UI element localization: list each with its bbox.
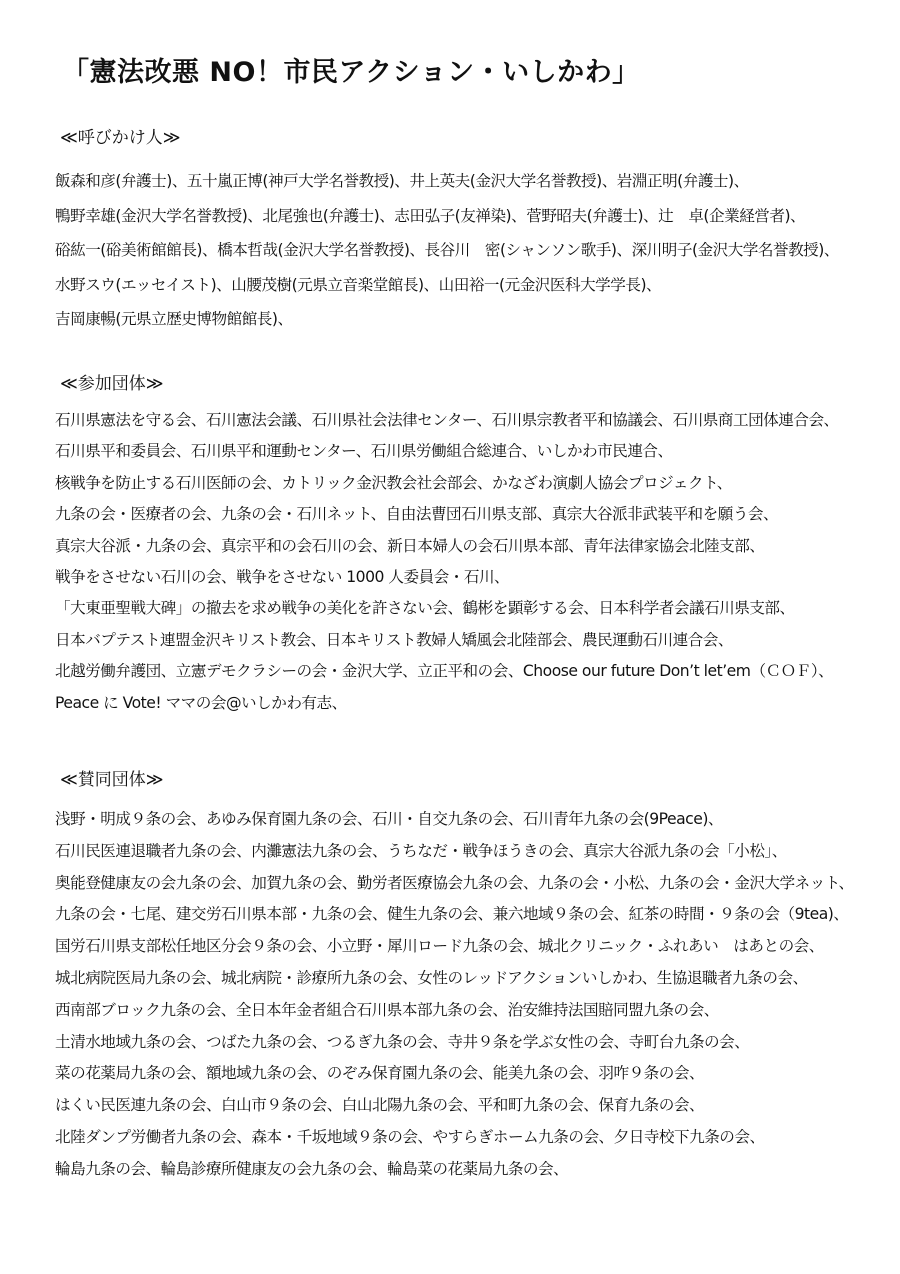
participants-line: 「大東亜聖戦大碑」の撤去を求め戦争の美化を許さない会、鶴彬を顕彰する会、日本科学者会議石川県支部、 [55, 599, 795, 618]
supporters-line: はくい民医連九条の会、白山市９条の会、白山北陽九条の会、平和町九条の会、保育九条の会、 [55, 1096, 705, 1115]
section-heading-callers: ≪呼びかけ人≫ [60, 128, 181, 148]
participants-line: 石川県憲法を守る会、石川憲法会議、石川県社会法律センター、石川県宗教者平和協議会、石川県商工団体連合会、 [55, 411, 839, 429]
supporters-line: 輪島九条の会、輪島診療所健康友の会九条の会、輪島菜の花薬局九条の会、 [55, 1159, 569, 1178]
supporters-line: 石川民医連退職者九条の会、内灘憲法九条の会、うちなだ・戦争ほうきの会、真宗大谷派九条の会「小松」、 [55, 841, 787, 860]
participants-list [55, 405, 839, 719]
participants-line: 真宗大谷派・九条の会、真宗平和の会石川の会、新日本婦人の会石川県本部、青年法律家協会北陸支部、 [55, 536, 765, 555]
supporters-line: 九条の会・七尾、建交労石川県本部・九条の会、健生九条の会、兼六地域９条の会、紅茶の時間・９条の会（9tea)、 [55, 905, 849, 924]
participants-line: 北越労働弁護団、立憲デモクラシーの会・金沢大学、立正平和の会、Choose our future Don’t let’em（ＣＯＦ）、 [55, 662, 834, 681]
participants-line: 戦争をさせない石川の会、戦争をさせない 1000 人委員会・石川、 [55, 567, 510, 586]
supporters-line: 北陸ダンプ労働者九条の会、森本・千坂地域９条の会、やすらぎホーム九条の会、夕日寺校下九条の会、 [55, 1127, 765, 1146]
callers-list [55, 164, 839, 337]
supporters-line: 国労石川県支部松任地区分会９条の会、小立野・犀川ロード九条の会、城北クリニック・ふれあい はあとの会、 [55, 937, 824, 956]
supporters-line: 城北病院医局九条の会、城北病院・診療所九条の会、女性のレッドアクションいしかわ、生協退職者九条の会、 [55, 968, 808, 987]
callers-line: 鴨野幸雄(金沢大学名誉教授)、北尾強也(弁護士)、志田弘子(友禅染)、菅野昭夫(弁護士)、辻 卓(企業経営者)、 [55, 206, 806, 225]
supporters-line: 奥能登健康友の会九条の会、加賀九条の会、勤労者医療協会九条の会、九条の会・小松、九条の会・金沢大学ネット、 [55, 873, 854, 892]
supporters-line: 西南部ブロック九条の会、全日本年金者組合石川県本部九条の会、治安維持法国賠同盟九条の会、 [55, 1000, 719, 1019]
participants-line: 石川県平和委員会、石川県平和運動センター、石川県労働組合総連合、いしかわ市民連合、 [55, 442, 673, 461]
callers-line: 飯森和彦(弁護士)、五十嵐正博(神戸大学名誉教授)、井上英夫(金沢大学名誉教授)、岩淵正明(弁護士)、 [55, 172, 749, 190]
participants-line: 日本バプテスト連盟金沢キリスト教会、日本キリスト教婦人矯風会北陸部会、農民運動石川連合会、 [55, 630, 733, 649]
participants-line: Peace に Vote! ママの会@いしかわ有志、 [55, 693, 347, 712]
supporters-line: 土清水地域九条の会、つばた九条の会、つるぎ九条の会、寺井９条を学ぶ女性の会、寺町台九条の会、 [55, 1032, 750, 1051]
section-heading-participants: ≪参加団体≫ [60, 374, 164, 394]
callers-line: 水野スウ(エッセイスト)、山腰茂樹(元県立音楽堂館長)、山田裕一(元金沢医科大学学長)、 [55, 275, 662, 294]
callers-line: 吉岡康暢(元県立歴史博物館館長)、 [55, 310, 293, 329]
participants-line: 核戦争を防止する石川医師の会、カトリック金沢教会社会部会、かなざわ演劇人協会プロジェクト、 [55, 473, 732, 492]
section-heading-supporters: ≪賛同団体≫ [60, 770, 164, 790]
supporters-line: 浅野・明成９条の会、あゆみ保育園九条の会、石川・自交九条の会、石川青年九条の会(9Peace)、 [55, 810, 724, 828]
participants-line: 九条の会・医療者の会、九条の会・石川ネット、自由法曹団石川県支部、真宗大谷派非武装平和を願う会、 [55, 505, 779, 524]
page-title: 「憲法改悪 NO！市民アクション・いしかわ」 [62, 57, 640, 88]
callers-line: 硲紘一(硲美術館館長)、橋本哲哉(金沢大学名誉教授)、長谷川 密(シャンソン歌手)、深川明子(金沢大学名誉教授)、 [55, 241, 839, 260]
supporters-list [55, 804, 854, 1186]
supporters-line: 菜の花薬局九条の会、額地域九条の会、のぞみ保育園九条の会、能美九条の会、羽咋９条の会、 [55, 1064, 705, 1083]
